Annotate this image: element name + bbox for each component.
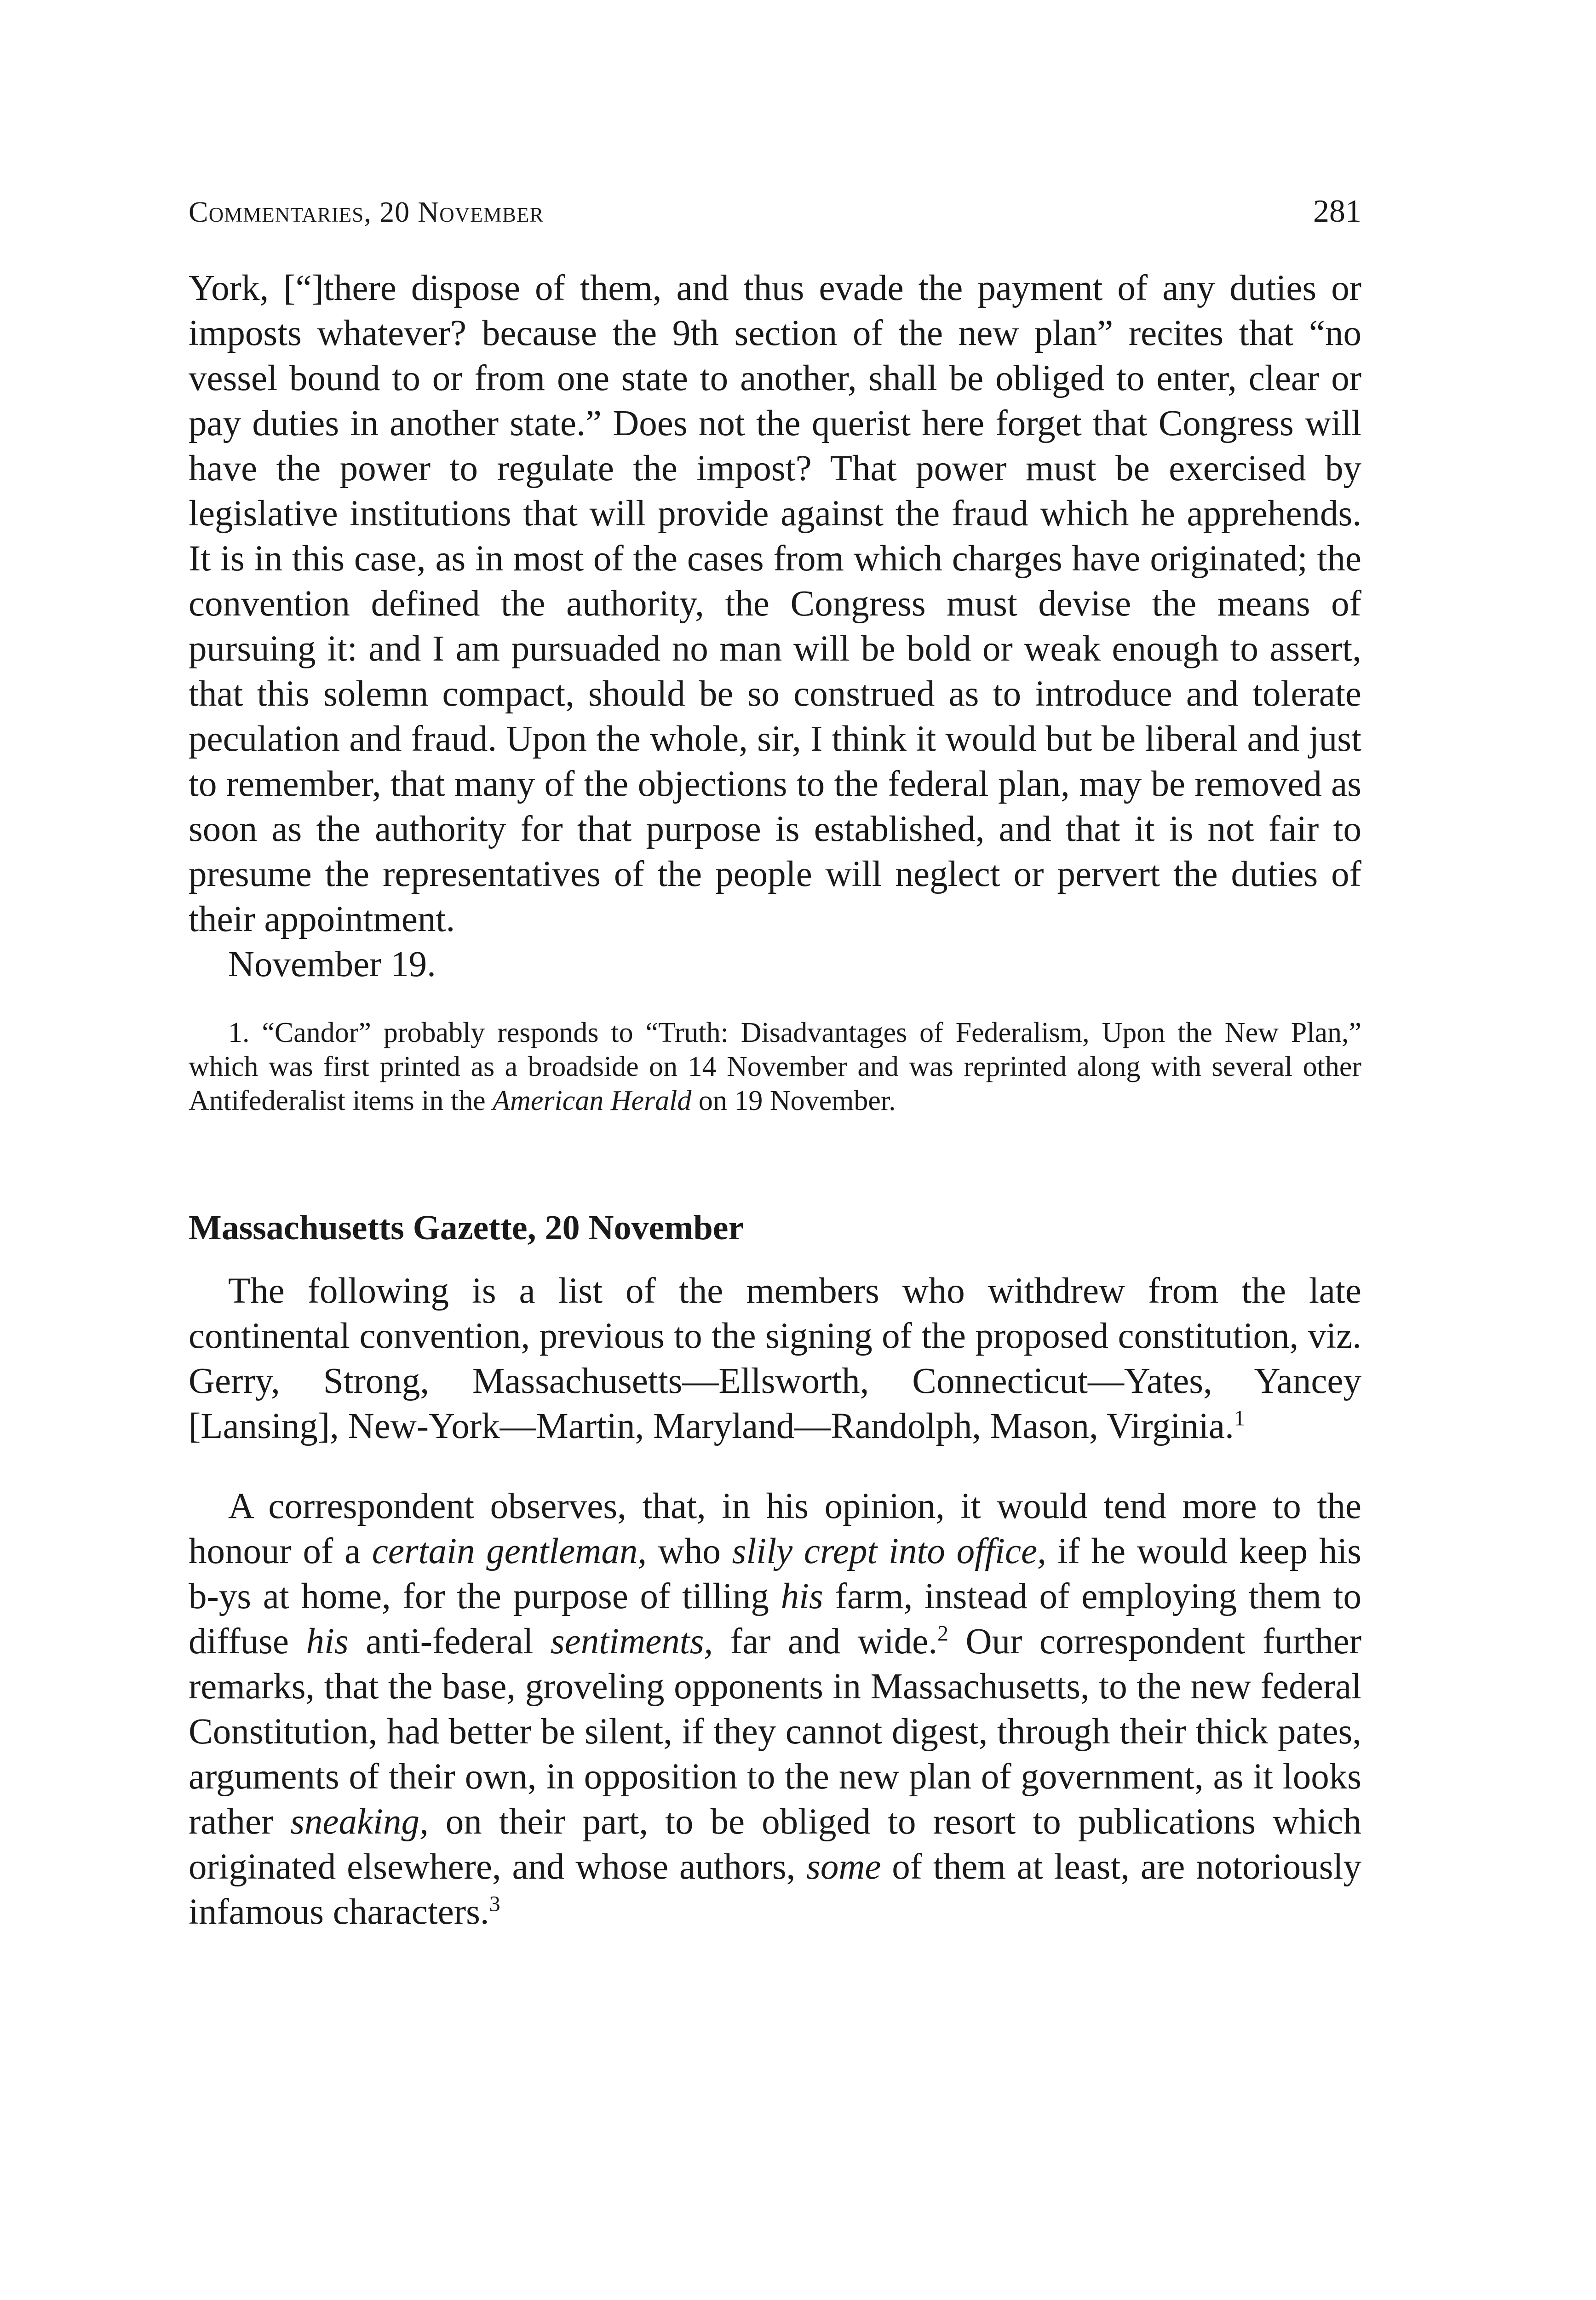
para2-run: far and wide. [713, 1622, 937, 1662]
footnote-1 [189, 1016, 1361, 1118]
document-page [189, 193, 1361, 1935]
running-head [189, 193, 1361, 230]
continuation-paragraph: York, [“]there dispose of them, and thus evade the payment of any duties or imposts whatever? because the 9th section of the new plan” recites that “no vessel bound to or from one state to another, shall be obliged to enter, clear or pay duties in another state.” Does not the querist here forget that Congress will have the power to regulate the impost? That power must be exercised by legislative institutions that will provide against the fraud which he apprehends. It is in this case, as in most of the cases from which charges have originated; the convention defined the authority, the Congress must devise the means of pursuing it: and I am pursuaded no man will be bold or weak enough to assert, that this solemn compact, should be so construed as to introduce and tolerate peculation and fraud. Upon the whole, sir, I think it would but be liberal and just to remember, that many of the objections to the federal plan, may be removed as soon as the authority for that purpose is established, and that it is not fair to presume the representatives of the people will neglect or pervert the duties of their appointment. [189, 268, 1361, 939]
para2-run: of them at least, are notoriously infamous characters. [189, 1847, 1362, 1932]
para2-run: on their part, to be obliged to resort to publications which originated elsewhere, and whose authors, [189, 1802, 1361, 1887]
para2-run: Our correspondent further remarks, that the base, groveling opponents in Massachusetts, to the new federal Constitution, had better be silent, if they cannot digest, through their thick pates, arguments of their own, in opposition to the new plan of government, as it looks rather [189, 1622, 1362, 1842]
para2-italic: some [806, 1847, 881, 1887]
para2-italic: certain gentleman, [372, 1531, 647, 1571]
para2-italic: his [781, 1576, 823, 1616]
para2-italic: slily crept into office, [732, 1531, 1046, 1571]
footnote-1-lead: 1. “Candor” probably responds to “Truth: Disadvantages of Federalism, Upon the New Plan,” which was first printed as a broadside on 14 November and was reprinted along with several other Antifederalist items in the [189, 1017, 1361, 1116]
para2-run: A correspondent observes, that, in his opinion, it would tend more to the honour of a [189, 1486, 1361, 1571]
para2-italic: sneaking, [290, 1802, 429, 1842]
footnote-ref-1: 1 [1234, 1406, 1245, 1431]
section-heading: Massachusetts Gazette, 20 November [189, 1208, 744, 1247]
para2-italic: sentiments, [550, 1622, 713, 1662]
page-number: 281 [1313, 194, 1361, 229]
footnote-ref-2: 2 [937, 1621, 948, 1646]
running-title: Commentaries, 20 November [189, 196, 544, 228]
para2-run: anti-federal [348, 1622, 551, 1662]
para2-run: who [647, 1531, 732, 1571]
para2-run: if he would keep his b-ys at home, for the purpose of tilling [189, 1531, 1362, 1616]
section-paragraph-1 [189, 1269, 1361, 1449]
para2-run: farm, instead of employing them to diffuse [189, 1576, 1361, 1662]
para2-italic: his [306, 1622, 349, 1662]
footnote-1-italic: American Herald [493, 1085, 692, 1116]
footnote-ref-3: 3 [489, 1892, 500, 1916]
dateline: November 19. [228, 944, 436, 984]
section-paragraph-1-text: The following is a list of the members who withdrew from the late continental convention, previous to the signing of the proposed constitution, viz. Gerry, Strong, Massachusetts—Ellsworth, Connecticut—Yates, Yancey [Lansing], New-York—Martin, Maryland—Randolph, Mason, Virginia. [189, 1271, 1361, 1446]
section-paragraph-2 [189, 1484, 1361, 1935]
footnote-1-tail: on 19 November. [691, 1085, 896, 1116]
